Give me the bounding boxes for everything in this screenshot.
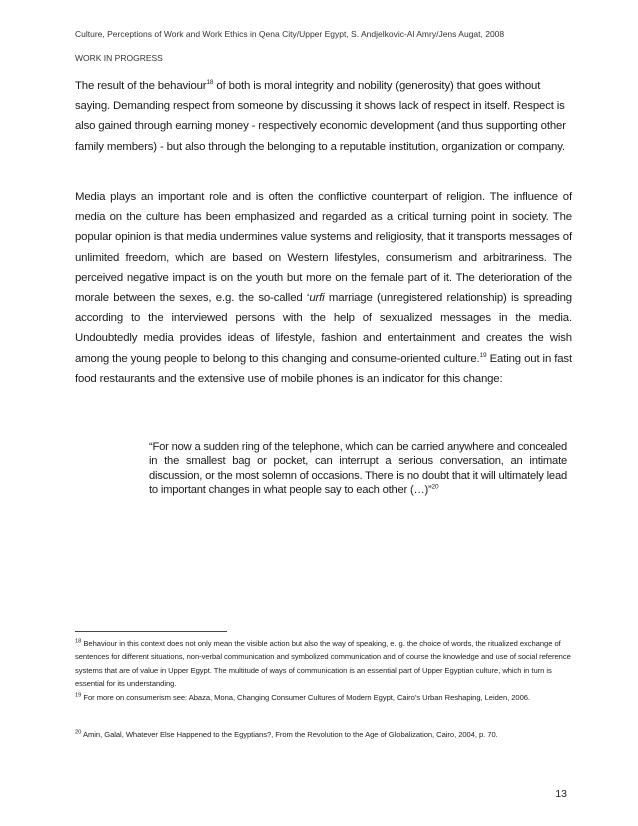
paragraph-text: marriage (unregistered relationship) is spreading according to the interviewed persons with the help of sexualized messages in the media. Undoubtedly media provides ideas of lifestyle, fashion and entertainment and creates the wish among the young people to belong to this changing and consume-oriented culture.: [75, 292, 572, 365]
footnote-reference: 18: [206, 79, 214, 87]
footnote-text: For more on consumerism see: Abaza, Mona, Changing Consumer Cultures of Modern Egypt, Cairo’s Urban Reshaping, Leiden, 2006.: [81, 693, 530, 702]
footnote-20: [75, 728, 572, 741]
running-header: Culture, Perceptions of Work and Work Ethics in Qena City/Upper Egypt, S. Andjelkovic-Al Amry/Jens Augat, 2008: [75, 29, 505, 39]
work-in-progress-label: WORK IN PROGRESS: [75, 53, 163, 63]
footnote-number: 19: [75, 692, 82, 699]
footnote-18: [75, 637, 572, 690]
footnote-19: [75, 691, 572, 704]
italic-term: urfi: [309, 292, 325, 305]
footnote-reference: 19: [479, 351, 487, 359]
footnote-reference: 20: [431, 483, 439, 491]
footnote-number: 20: [75, 729, 82, 736]
paragraph-text: The result of the behaviour: [75, 80, 207, 92]
footnote-text: Behaviour in this context does not only mean the visible action but also the way of speaking, e. g. the choice of words, the ritualized exchange of sentences for different situations, non-verbal communication and symbolized communication and of course the knowledge and use of social reference systems that are of value in Upper Egypt. The multitude of ways of communication is an essential part of Upper Egyptian culture, which in turn is essential for its understanding.: [75, 639, 571, 688]
block-quote: [149, 440, 567, 498]
paragraph-text: Eating out in fast food restaurants and the extensive use of mobile phones is an indicator for this change:: [75, 352, 572, 385]
paragraph-text: Media plays an important role and is often the conflictive counterpart of religion. The influence of media on the culture has been emphasized and regarded as a critical turning point in society. The popular opinion is that media undermines value systems and religiosity, that it transports messages of unlimited freedom, which are based on Western lifestyles, consumerism and arbitrariness. The perceived negative impact is on the youth but more on the female part of it. The deterioration of the morale between the sexes, e.g. the so-called ‘: [75, 191, 572, 305]
body-paragraph-respect: [75, 76, 572, 157]
body-paragraph-media: [75, 187, 572, 389]
footnote-separator: [75, 631, 227, 632]
footnote-number: 18: [75, 638, 82, 645]
quote-text: “For now a sudden ring of the telephone, which can be carried anywhere and concealed in the smallest bag or pocket, can interrupt a serious conversation, an intimate discussion, or the most solemn of occasions. There is no doubt that it will ultimately lead to important changes in what people say to each other (…)”: [149, 441, 567, 497]
footnote-text: Amin, Galal, Whatever Else Happened to the Egyptians?, From the Revolution to the Age of Globalization, Cairo, 2004, p. 70.: [81, 730, 498, 739]
paragraph-text: of both is moral integrity and nobility (generosity) that goes without saying. Demanding respect from someone by discussing it shows lack of respect in itself. Respect is also gained through earning money - respectively economic development (and thus supporting other family members) - but also through the belonging to a reputable institution, organization or company.: [75, 80, 566, 153]
page-number: 13: [555, 788, 567, 800]
